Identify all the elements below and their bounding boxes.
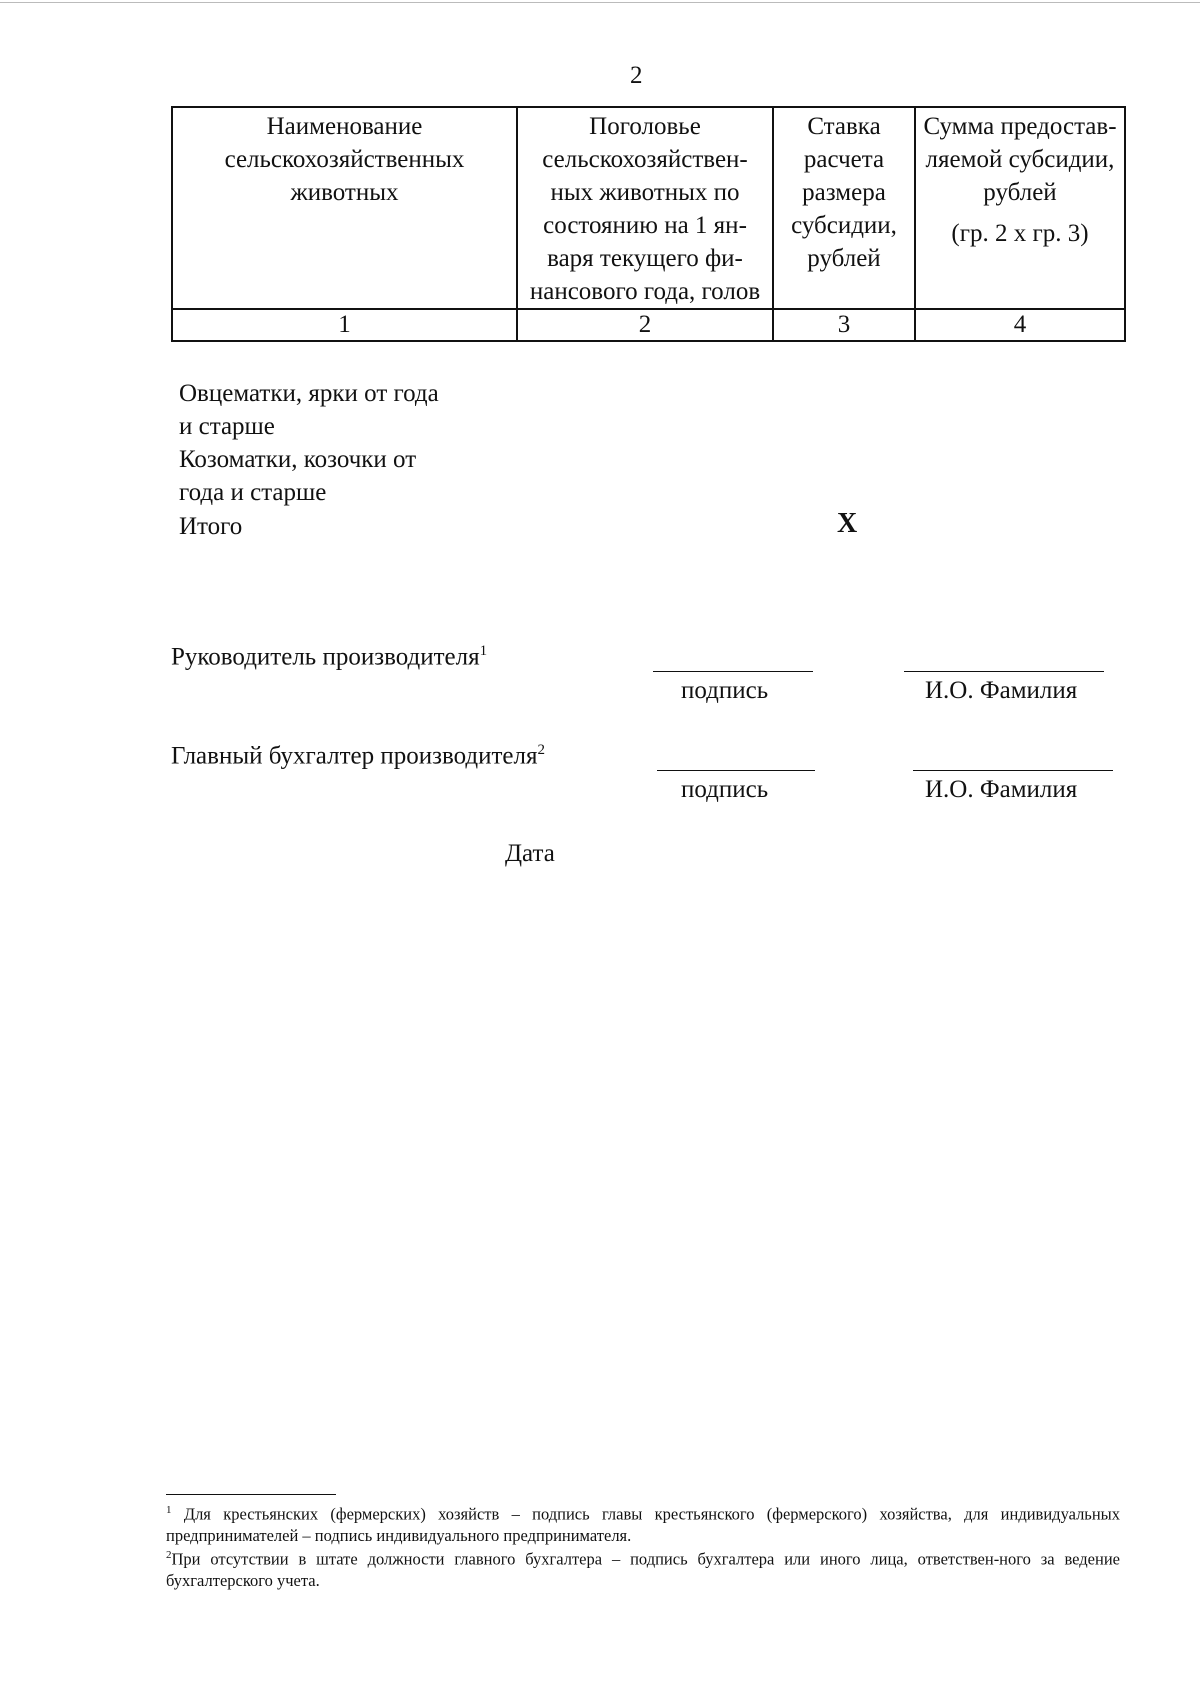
footnote-2: [166, 1545, 1120, 1591]
accountant-signature-line[interactable]: [657, 770, 815, 771]
footnote-2-text: При отсутствии в штате должности главного бухгалтера – подпись бухгалтера или иного лица, ответствен-ного за ведение бухгалтерского учета.: [166, 1549, 1120, 1590]
accountant-name-caption: И.О. Фамилия: [925, 776, 1078, 803]
total-rate-cross: X: [837, 508, 858, 539]
column-number-2: 2: [517, 309, 773, 341]
table-header-row: [172, 107, 1125, 309]
footnote-separator: [166, 1494, 336, 1495]
row-ewes-line2: и старше: [179, 413, 275, 440]
scan-edge-line: [0, 2, 1200, 3]
column-number-row: [172, 309, 1125, 341]
header-sum-formula: (гр. 2 х гр. 3): [951, 220, 1089, 247]
footnote-2-ref: 2: [166, 1549, 172, 1561]
row-total-label: Итого: [179, 513, 243, 540]
date-label: Дата: [505, 840, 555, 867]
footnote-1-text: Для крестьянских (фермерских) хозяйств – подпись главы крестьянского (фермерского) хозяйства, для индивидуальных предпринимателей – подпись индивидуального предпринимателя.: [166, 1504, 1120, 1545]
accountant-role-label: [171, 742, 545, 770]
subsidy-table: [171, 106, 1126, 342]
column-number-4: 4: [915, 309, 1125, 341]
head-role-label: [171, 643, 487, 671]
accountant-signature-caption: подпись: [681, 776, 769, 803]
footnote-1: [166, 1500, 1120, 1546]
header-subsidy-rate: Ставка расчета размера субсидии, рублей: [773, 107, 915, 309]
row-goats-line2: года и старше: [179, 479, 327, 506]
header-subsidy-sum: [915, 107, 1125, 309]
head-name-line[interactable]: [904, 671, 1104, 672]
row-ewes-line1: Овцематки, ярки от года: [179, 380, 439, 407]
column-number-1: 1: [172, 309, 517, 341]
head-name-caption: И.О. Фамилия: [925, 677, 1078, 704]
footnote-1-ref: 1: [166, 1504, 172, 1516]
row-goats-line1: Козоматки, козочки от: [179, 446, 417, 473]
header-livestock-count: Поголовье сельскохозяйствен-ных животных по состоянию на 1 ян-варя текущего фи-нансового года, голов: [517, 107, 773, 309]
column-number-3: 3: [773, 309, 915, 341]
accountant-role-text: Главный бухгалтер производителя: [171, 742, 538, 770]
accountant-footnote-ref: 2: [537, 742, 545, 758]
head-footnote-ref: 1: [479, 643, 488, 659]
header-subsidy-sum-label: Сумма предостав-ляемой субсидии, рублей: [923, 113, 1117, 206]
header-animal-name: Наименование сельскохозяйственных животных: [172, 107, 517, 309]
head-role-text: Руководитель производителя: [171, 643, 480, 671]
page-number: 2: [630, 62, 643, 89]
head-signature-caption: подпись: [681, 677, 769, 704]
accountant-name-line[interactable]: [913, 770, 1113, 771]
head-signature-line[interactable]: [653, 671, 813, 672]
